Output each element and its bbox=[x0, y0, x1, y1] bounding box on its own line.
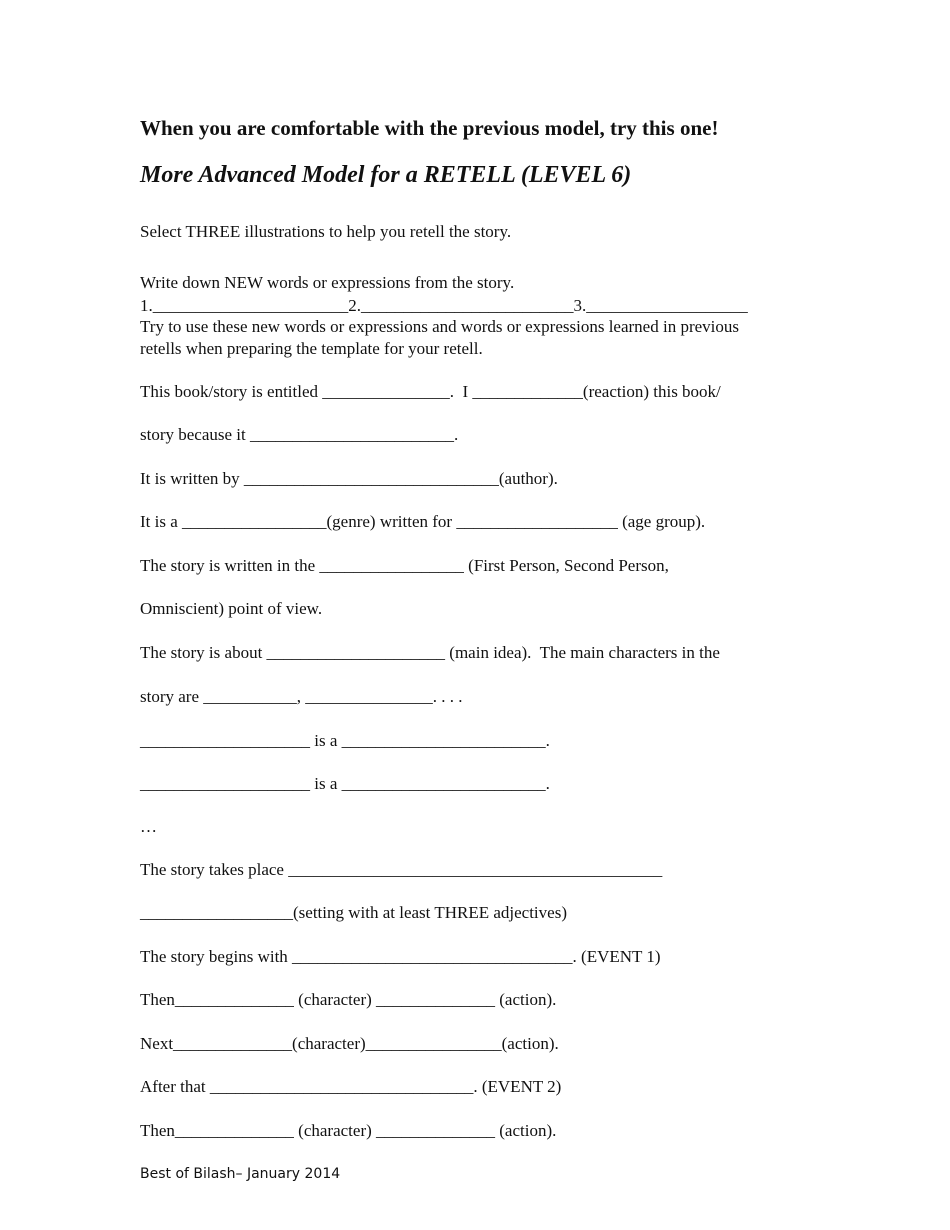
template-line: Then______________ (character) ______________ (action). bbox=[140, 1121, 557, 1140]
instruction-write-new: Write down NEW words or expressions from the story. bbox=[140, 273, 515, 292]
template-line: ____________________ is a ________________________. bbox=[140, 774, 550, 793]
template-line: story are ___________, _______________. . . . bbox=[140, 687, 463, 706]
template-line: Next______________(character)________________(action). bbox=[140, 1034, 559, 1053]
template-line: The story begins with _________________________________. (EVENT 1) bbox=[140, 947, 661, 966]
template-line: The story takes place ____________________________________________ bbox=[140, 860, 663, 879]
template-line: This book/story is entitled _______________. I _____________(reaction) this book/ bbox=[140, 382, 721, 401]
new-words-blanks: 1._______________________2._________________________3.___________________ bbox=[140, 296, 748, 315]
template-line: … bbox=[140, 817, 157, 836]
template-line: Then______________ (character) ______________ (action). bbox=[140, 990, 557, 1009]
instruction-try-line-1: Try to use these new words or expressions and words or expressions learned in previous bbox=[140, 317, 739, 336]
page-subtitle: More Advanced Model for a RETELL (LEVEL 6) bbox=[140, 162, 632, 188]
page-heading: When you are comfortable with the previous model, try this one! bbox=[140, 116, 719, 140]
template-line: It is written by ______________________________(author). bbox=[140, 469, 558, 488]
template-line: The story is written in the _________________ (First Person, Second Person, bbox=[140, 556, 669, 575]
instruction-select: Select THREE illustrations to help you retell the story. bbox=[140, 222, 512, 241]
template-line: __________________(setting with at least THREE adjectives) bbox=[140, 903, 567, 922]
page-footer: Best of Bilash– January 2014 bbox=[140, 1166, 341, 1182]
template-line: ____________________ is a ________________________. bbox=[140, 731, 550, 750]
template-line: Omniscient) point of view. bbox=[140, 599, 323, 618]
template-line: After that _______________________________. (EVENT 2) bbox=[140, 1077, 562, 1096]
template-line: The story is about _____________________ (main idea). The main characters in the bbox=[140, 643, 720, 662]
instruction-try-line-2: retells when preparing the template for your retell. bbox=[140, 339, 483, 358]
template-line: story because it ________________________. bbox=[140, 425, 459, 444]
template-line: It is a _________________(genre) written for ___________________ (age group). bbox=[140, 512, 706, 531]
